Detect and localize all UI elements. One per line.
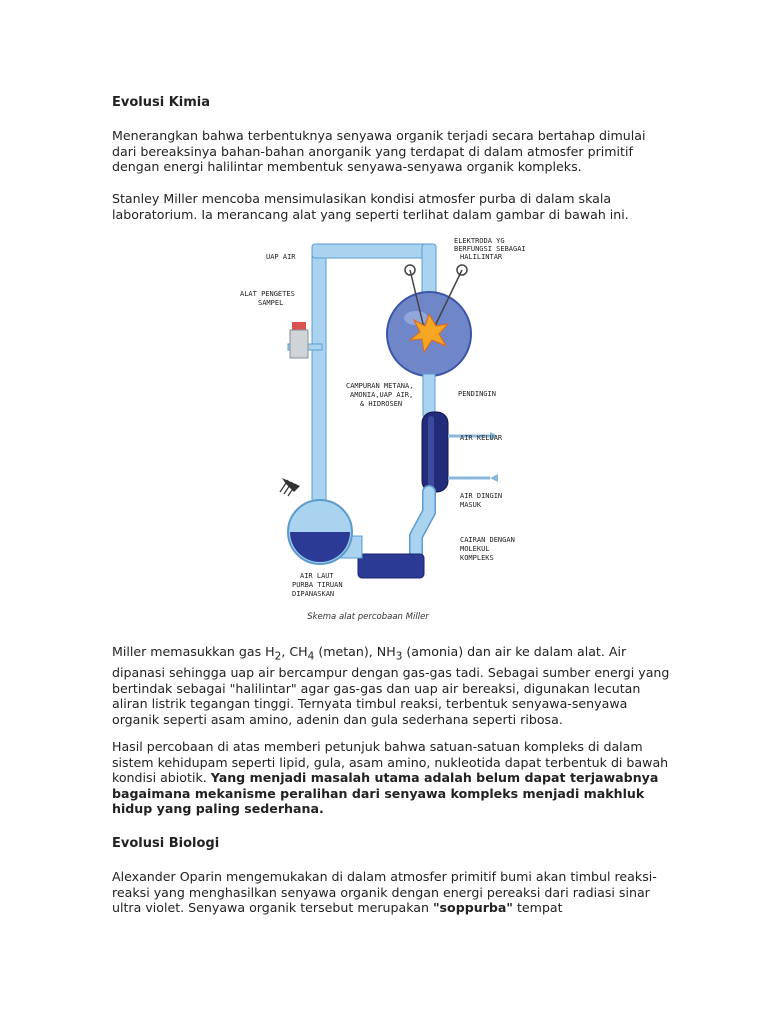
label-cairan-1: CAIRAN DENGAN bbox=[460, 536, 515, 544]
collection-trap bbox=[358, 554, 424, 578]
heading-evolusi-kimia: Evolusi Kimia bbox=[112, 95, 211, 110]
condenser bbox=[422, 412, 448, 492]
sampler-cap bbox=[292, 322, 306, 330]
label-air-dingin-1: AIR DINGIN bbox=[460, 492, 503, 500]
paragraph-definition: Menerangkan bahwa terbentuknya senyawa organik terjadi secara bertahap dimulai dari bereaksinya bahan-bahan anorganik yang terdapat di dalam atmosfer primitif dengan energi halilintar membentuk senyawa-senyawa organik kompleks. bbox=[112, 128, 646, 175]
figure-caption: Skema alat percobaan Miller bbox=[307, 612, 429, 622]
label-alat-2: SAMPEL bbox=[258, 299, 284, 307]
label-elektroda-1: ELEKTRODA YG bbox=[454, 237, 505, 245]
label-campuran-1: CAMPURAN METANA, bbox=[346, 382, 414, 390]
label-campuran-2: AMONIA,UAP AIR, bbox=[350, 391, 414, 399]
label-pendingin: PENDINGIN bbox=[458, 390, 496, 398]
label-cairan-3: KOMPLEKS bbox=[460, 554, 494, 562]
label-air-dingin-2: MASUK bbox=[460, 501, 482, 509]
label-air-keluar: AIR KELUAR bbox=[460, 434, 503, 442]
heading-evolusi-biologi: Evolusi Biologi bbox=[112, 836, 220, 851]
label-alat-1: ALAT PENGETES bbox=[240, 290, 295, 298]
paragraph-miller-procedure: Miller memasukkan gas $H_2$, $CH_4$ (metan), $NH_3$ (amonia) dan air ke dalam alat. Air dipanasi sehingga uap air bercampur dengan gas-gas tadi. Sebagai sumber energi yang bertindak sebagai "halilintar" agar gas-gas dan uap air bereaksi, digunakan lecutan aliran listrik tegangan tinggi. Ternyata timbul reaksi, terbentuk senyawa-senyawa organik seperti asam amino, adenin dan gula sederhana seperti ribosa. bbox=[112, 644, 670, 727]
label-cairan-2: MOLEKUL bbox=[460, 545, 490, 553]
paragraph-miller-intro: Stanley Miller mencoba mensimulasikan kondisi atmosfer purba di dalam skala laboratorium. Ia merancang alat yang seperti terlihat dalam gambar di bawah ini. bbox=[112, 191, 629, 222]
emphasis-soppurba: "soppurba" bbox=[432, 900, 513, 916]
label-air-laut-3: DIPANASKAN bbox=[292, 590, 335, 598]
label-elektroda-2: BERFUNGSI SEBAGAI bbox=[454, 245, 526, 253]
paragraph-oparin: Alexander Oparin mengemukakan di dalam atmosfer primitif bumi akan timbul reaksi-reaksi yang menghasilkan senyawa organik dengan energi pereaksi dari radiasi sinar ultra violet. Senyawa organik tersebut merupakan "soppurba" tempat bbox=[112, 869, 657, 916]
emphasis-main-problem: Yang menjadi masalah utama adalah belum dapat terjawabnya bagaimana mekanisme peralihan dari senyawa kompleks menjadi makhluk hidup yang paling sederhana. bbox=[112, 770, 659, 817]
miller-apparatus-diagram bbox=[228, 236, 528, 602]
left-tube bbox=[312, 254, 326, 524]
sampler-valve bbox=[290, 330, 308, 358]
label-air-laut-2: PURBA TIRUAN bbox=[292, 581, 343, 589]
paragraph-results: Hasil percobaan di atas memberi petunjuk bahwa satuan-satuan kompleks di dalam sistem kehidupam seperti lipid, gula, asam amino, nukleotida dapat terbentuk di bawah kondisi abiotik. Yang menjadi masalah utama adalah belum dapat terjawabnya bagaimana mekanisme peralihan dari senyawa kompleks menjadi makhluk hidup yang paling sederhana. bbox=[112, 739, 669, 817]
label-air-laut-1: AIR LAUT bbox=[300, 572, 334, 580]
label-campuran-3: & HIDROSEN bbox=[360, 400, 403, 408]
label-elektroda-3: HALILINTAR bbox=[460, 253, 503, 261]
top-tube bbox=[312, 244, 436, 258]
label-uap-air: UAP AIR bbox=[266, 253, 296, 261]
